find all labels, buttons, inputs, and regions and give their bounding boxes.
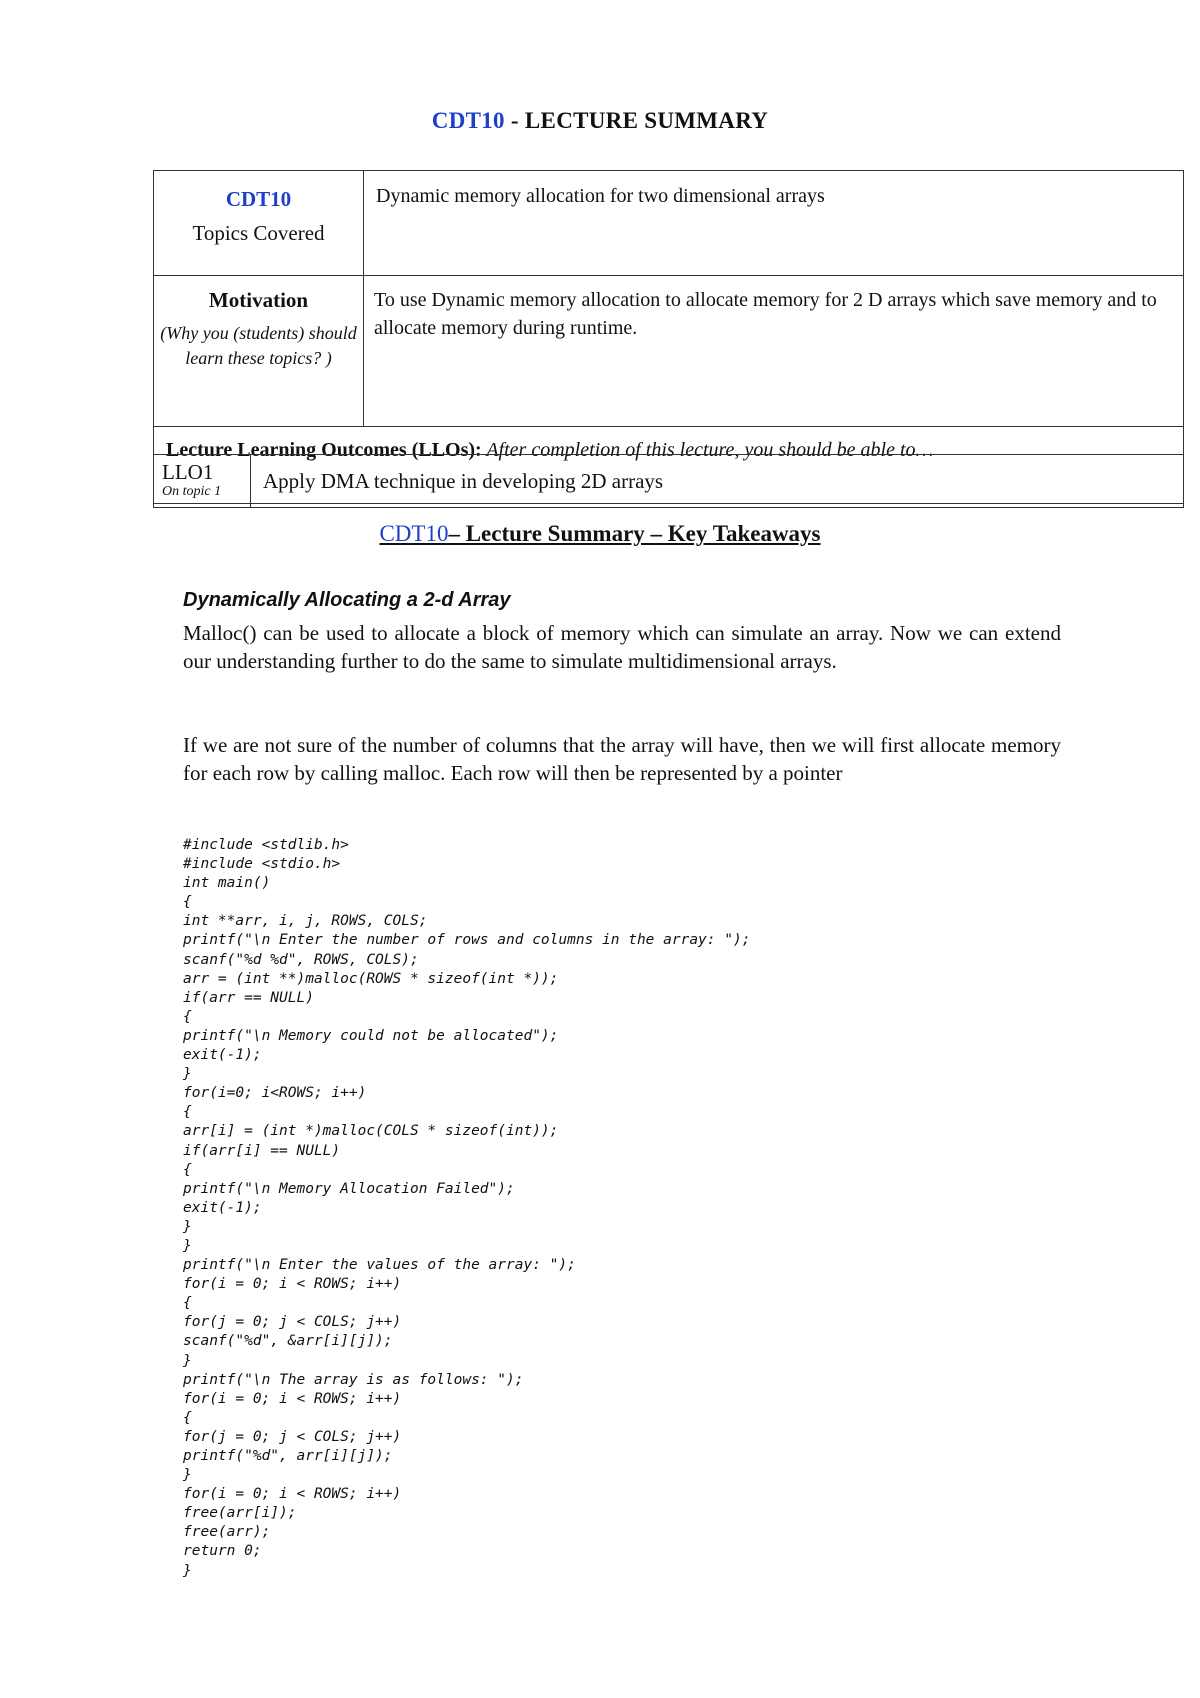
- key-takeaways-title: [0, 521, 1200, 547]
- llo-heading: Lecture Learning Outcomes (LLOs):: [166, 439, 482, 461]
- takeaways-title-text: – Lecture Summary – Key Takeaways: [448, 521, 821, 546]
- code-listing: #include <stdlib.h> #include <stdio.h> int main() { int **arr, i, j, ROWS, COLS; printf("\n Enter the number of rows and columns in the array: "); scanf("%d %d", ROWS, COLS); arr = (int **)malloc(ROWS * sizeof(int *)); if(arr == NULL) { printf("\n Memory could not be allocated"); exit(-1); } for(i=0; i<ROWS; i++) { arr[i] = (int *)malloc(COLS * sizeof(int)); if(arr[i] == NULL) { printf("\n Memory Allocation Failed"); exit(-1); } } printf("\n Enter the values of the array: "); for(i = 0; i < ROWS; i++) { for(j = 0; j < COLS; j++) scanf("%d", &arr[i][j]); } printf("\n The array is as follows: "); for(i = 0; i < ROWS; i++) { for(j = 0; j < COLS; j++) printf("%d", arr[i][j]); } for(i = 0; i < ROWS; i++) free(arr[i]); free(arr); return 0; }: [183, 837, 751, 1579]
- llo1-text: Apply DMA technique in developing 2D arrays: [251, 455, 1184, 508]
- topics-value: Dynamic memory allocation for two dimensional arrays: [364, 171, 1184, 276]
- motivation-label: Motivation: [208, 288, 309, 312]
- motivation-label-cell: [154, 276, 364, 427]
- llo1-topic: On topic 1: [162, 484, 222, 499]
- llo1-row: [154, 455, 1184, 508]
- llo1-id-cell: [154, 455, 251, 508]
- topics-label: Topics Covered: [192, 221, 325, 245]
- section-heading: Dynamically Allocating a 2-d Array: [183, 589, 511, 611]
- course-code: CDT10: [431, 108, 505, 133]
- topics-label-cell: [154, 171, 364, 276]
- motivation-value: To use Dynamic memory allocation to allocate memory for 2 D arrays which save memory and to allocate memory during runtime.: [364, 276, 1184, 427]
- table-course-code: CDT10: [225, 187, 292, 211]
- paragraph-1: Malloc() can be used to allocate a block of memory which can simulate an array. Now we can extend our understanding further to do the same to simulate multidimensional arrays.: [183, 621, 1061, 673]
- page-title: [0, 108, 1200, 134]
- llo-intro: After completion of this lecture, you should be able to…: [481, 439, 934, 461]
- takeaways-course-code: CDT10: [379, 521, 449, 546]
- topics-row: [154, 171, 1184, 276]
- llo1-id: LLO1: [162, 460, 214, 484]
- motivation-sublabel: (Why you (students) should learn these topics? ): [160, 323, 357, 368]
- motivation-row: [154, 276, 1184, 427]
- paragraph-2: If we are not sure of the number of columns that the array will have, then we will first allocate memory for each row by calling malloc. Each row will then be represented by a pointer: [183, 733, 1061, 785]
- llo1-table: [153, 454, 1184, 508]
- page-title-text: - LECTURE SUMMARY: [504, 108, 769, 133]
